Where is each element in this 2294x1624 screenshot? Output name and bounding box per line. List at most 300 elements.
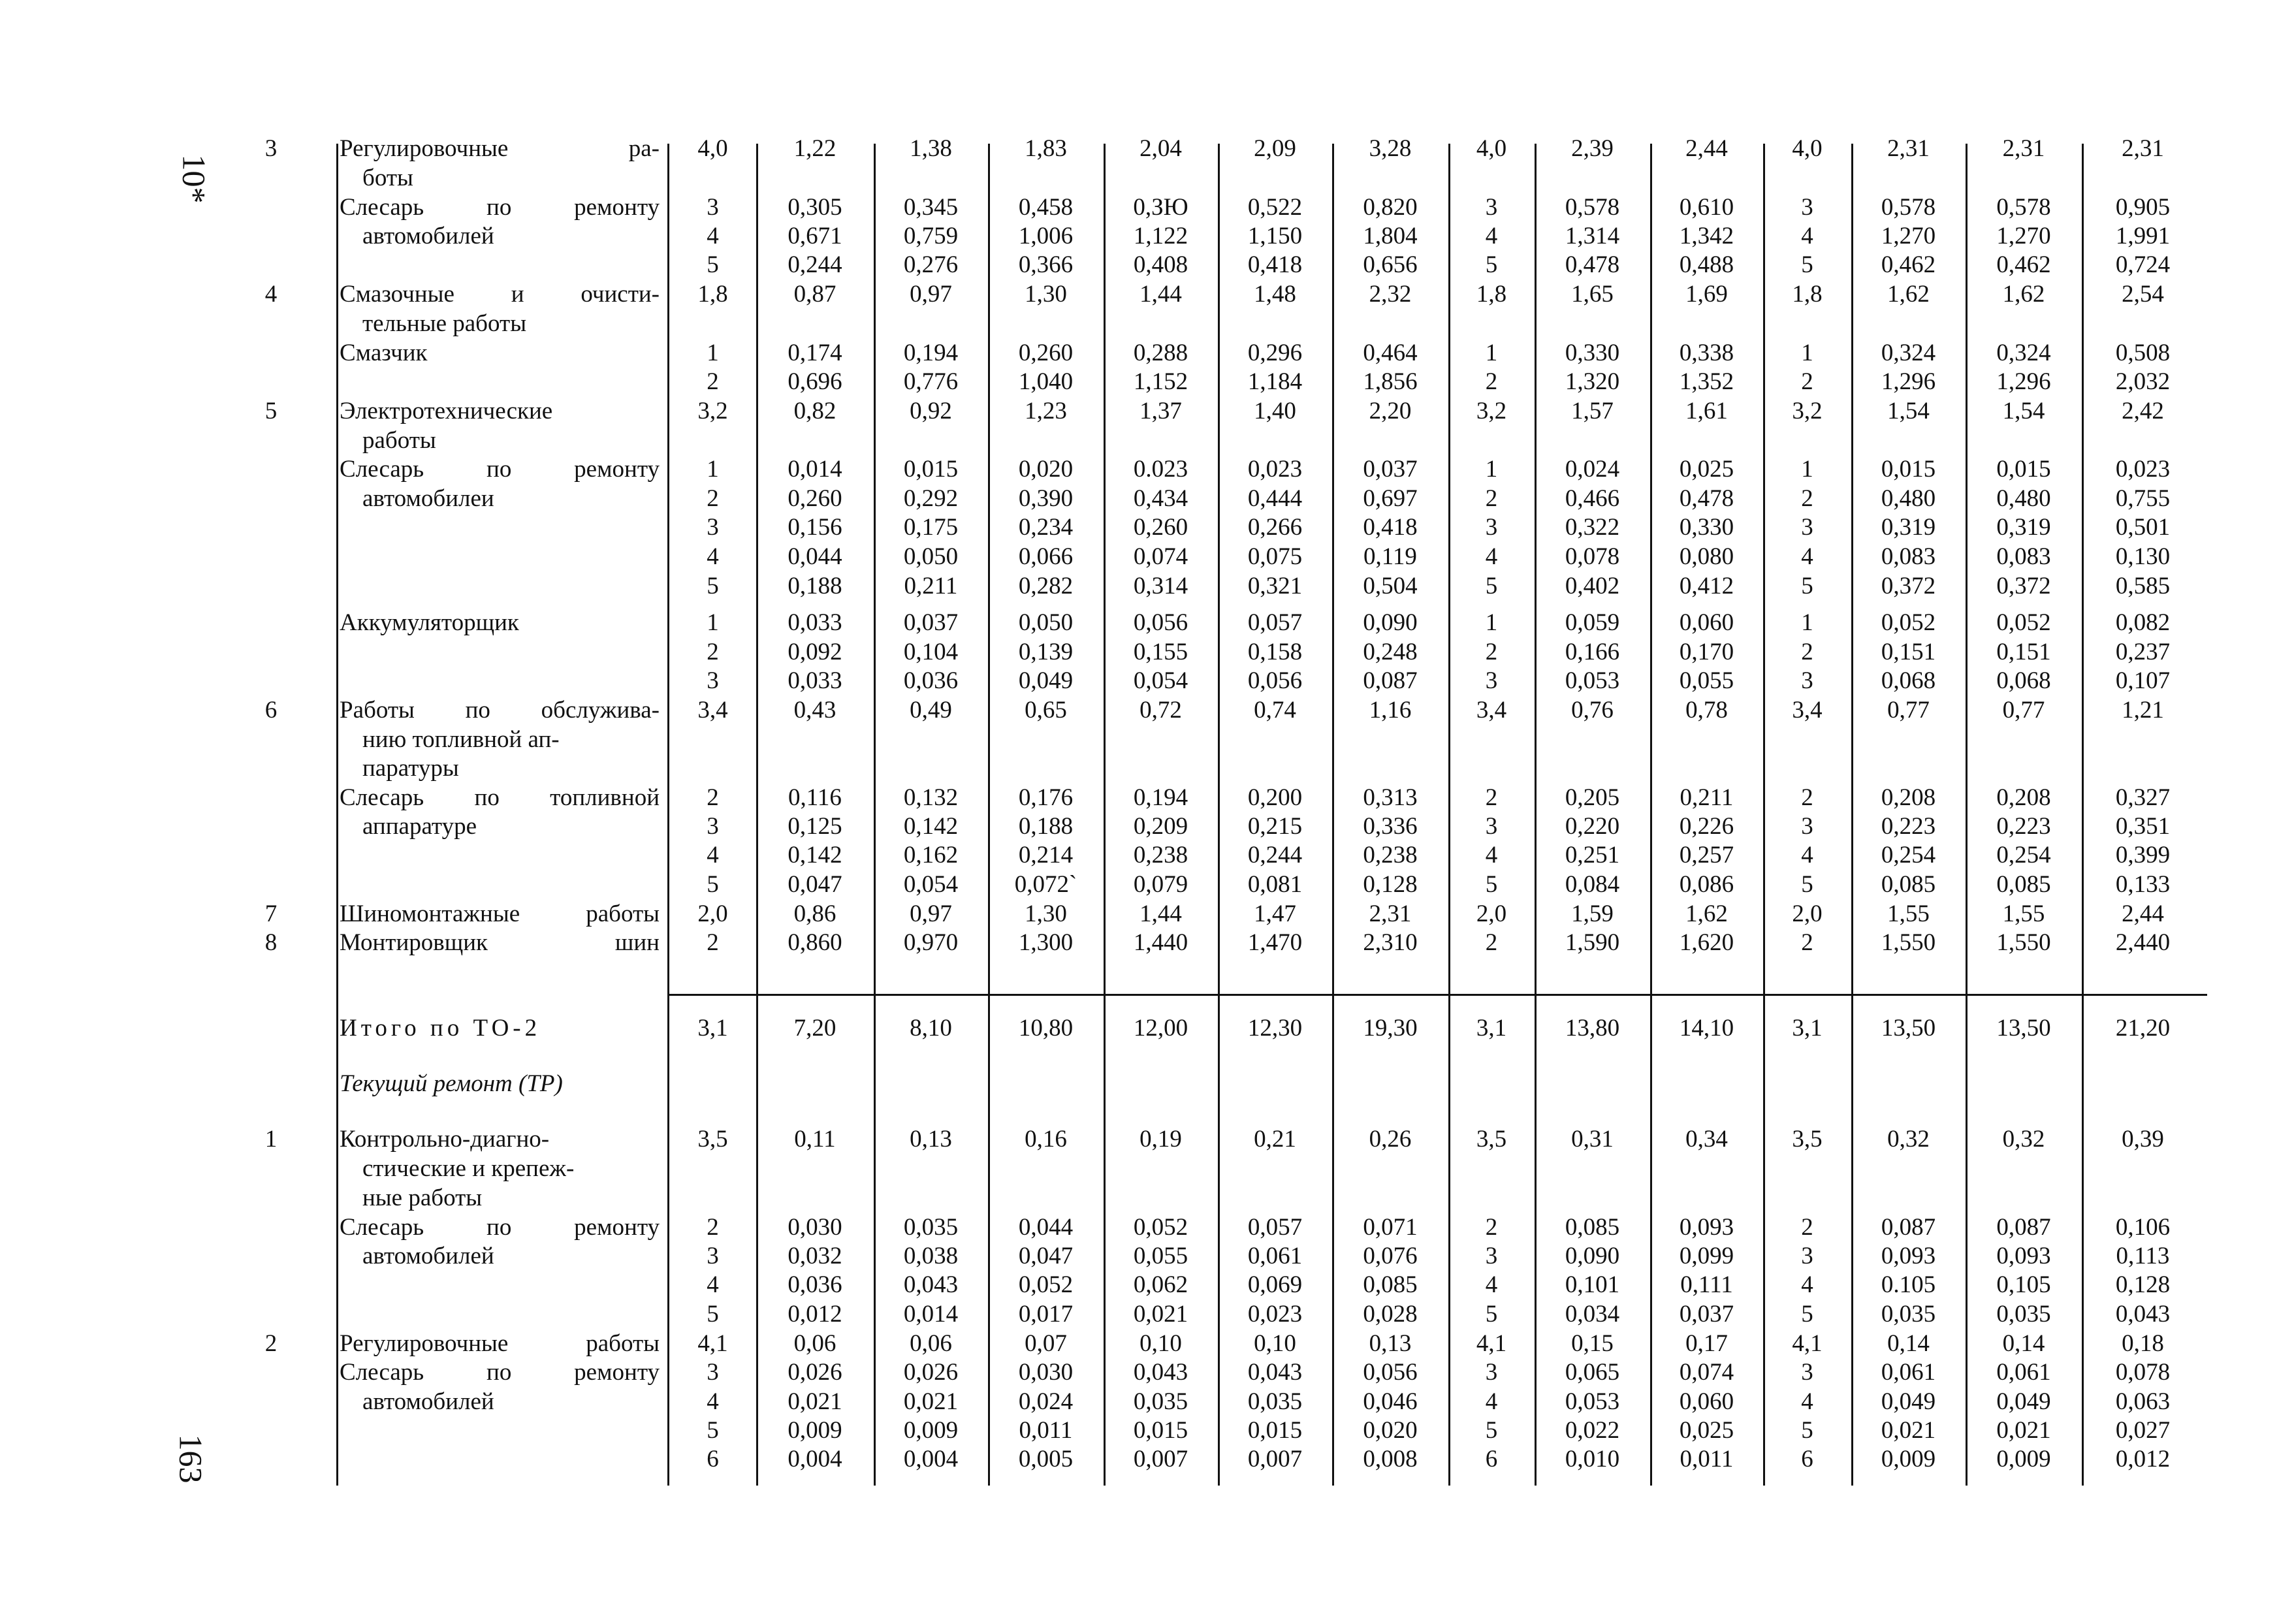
table-cell: 2 — [1485, 929, 1498, 956]
table-cell: 0,079 — [1133, 871, 1188, 898]
table-cell: 0,34 — [1685, 1126, 1728, 1153]
table-cell: 0,321 — [1247, 573, 1303, 599]
table-cell: 4 — [707, 223, 719, 249]
table-cell: 0,075 — [1247, 543, 1303, 570]
table-cell: 0,105 — [1996, 1271, 2051, 1298]
table-cell: 0,76 — [1571, 697, 1614, 724]
table-cell: 0,696 — [788, 368, 842, 395]
table-cell: 0,049 — [1881, 1388, 1936, 1415]
table-cell: 0,205 — [1565, 784, 1620, 811]
table-cell: 1,54 — [1887, 398, 1930, 424]
table-cell: 2 — [1485, 1214, 1498, 1241]
table-cell: 0,133 — [2115, 871, 2171, 898]
table-cell: 2 — [707, 784, 719, 811]
table-cell: 2 — [707, 1214, 719, 1241]
table-cell: 0,188 — [788, 573, 842, 599]
table-cell: 0,056 — [1247, 667, 1303, 694]
table-cell: 0,062 — [1133, 1271, 1188, 1298]
table-cell: 0,054 — [903, 871, 959, 898]
table-cell: 1,8 — [1792, 281, 1823, 308]
table-cell: 0,074 — [1679, 1359, 1734, 1386]
table-cell: 0,014 — [788, 456, 842, 483]
table-cell: 1 — [1801, 340, 1813, 366]
table-cell: 1,006 — [1018, 223, 1074, 249]
table-cell: 0,059 — [1565, 609, 1620, 636]
table-cell: 5 — [1801, 1301, 1813, 1328]
table-cell: 0,052 — [1133, 1214, 1188, 1241]
table-cell: 12,30 — [1247, 1015, 1303, 1042]
table-cell: 3 — [1801, 194, 1813, 221]
table-cell: 0,056 — [1363, 1359, 1418, 1386]
table-cell: 1,620 — [1679, 929, 1734, 956]
table-cell: 0,522 — [1247, 194, 1303, 221]
table-cell: 3,2 — [697, 398, 728, 424]
table-cell: 0,759 — [903, 223, 959, 249]
table-cell: 2,39 — [1571, 135, 1614, 162]
table-cell: 0,037 — [903, 609, 959, 636]
table-cell: 0,288 — [1133, 340, 1188, 366]
table-cell: 0,093 — [1881, 1243, 1936, 1269]
rule-column — [1535, 144, 1537, 1486]
table-cell: 4,0 — [697, 135, 728, 162]
table-cell: 5 — [707, 1301, 719, 1328]
table-cell: 0,330 — [1565, 340, 1620, 366]
table-cell: 0,65 — [1025, 697, 1067, 724]
table-cell: 3 — [1801, 1243, 1813, 1269]
rule-name-col — [667, 144, 669, 1486]
table-cell: 2,310 — [1363, 929, 1418, 956]
table-cell: 0,462 — [1881, 251, 1936, 278]
table-cell: 12,00 — [1133, 1015, 1188, 1042]
table-cell: 0,478 — [1565, 251, 1620, 278]
table-cell: 0,324 — [1996, 340, 2051, 366]
table-cell: 0,116 — [788, 784, 842, 811]
table-cell: 0,257 — [1679, 842, 1734, 868]
table-cell: 0,004 — [788, 1446, 842, 1473]
table-cell: 0,028 — [1363, 1301, 1418, 1328]
table-cell: 0,050 — [1018, 609, 1074, 636]
table-cell: 3,2 — [1476, 398, 1507, 424]
table-cell: 1,296 — [1881, 368, 1936, 395]
table-cell: 1,61 — [1685, 398, 1728, 424]
table-cell: 0,026 — [788, 1359, 842, 1386]
table-cell: 0,226 — [1679, 813, 1734, 840]
table-cell: 0,266 — [1247, 514, 1303, 541]
table-cell: 0,488 — [1679, 251, 1734, 278]
table-cell: 2,032 — [2115, 368, 2171, 395]
table-cell: 0,260 — [788, 485, 842, 512]
table-cell: 0,43 — [793, 697, 836, 724]
table-cell: 4,0 — [1476, 135, 1507, 162]
row-label: стические и крепеж- — [362, 1155, 575, 1182]
table-cell: 5 — [1485, 1301, 1498, 1328]
table-cell: 0.105 — [1881, 1271, 1936, 1298]
table-cell: 3 — [707, 514, 719, 541]
table-cell: 0,076 — [1363, 1243, 1418, 1269]
table-cell: 0,106 — [2115, 1214, 2171, 1241]
table-cell: 1,48 — [1254, 281, 1296, 308]
rule-left — [336, 144, 338, 1486]
table-cell: 0,021 — [1996, 1417, 2051, 1444]
table-cell: 0,478 — [1679, 485, 1734, 512]
table-cell: 5 — [707, 251, 719, 278]
table-cell: 0,011 — [1019, 1417, 1073, 1444]
table-cell: 0,238 — [1133, 842, 1188, 868]
rule-column — [756, 144, 758, 1486]
table-cell: 0,044 — [1018, 1214, 1074, 1241]
table-cell: 1 — [1801, 609, 1813, 636]
table-cell: 3 — [1485, 813, 1498, 840]
table-cell: 3,4 — [1476, 697, 1507, 724]
table-cell: 0,083 — [1996, 543, 2051, 570]
table-cell: 0,052 — [1996, 609, 2051, 636]
table-cell: 0,033 — [788, 667, 842, 694]
table-cell: 1,21 — [2122, 697, 2164, 724]
table-cell: 0,093 — [1679, 1214, 1734, 1241]
table-cell: 2,44 — [1685, 135, 1728, 162]
rule-column — [1966, 144, 1967, 1486]
table-cell: 0,208 — [1881, 784, 1936, 811]
rule-column — [1650, 144, 1652, 1486]
table-cell: 1,352 — [1679, 368, 1734, 395]
table-cell: 0,194 — [1133, 784, 1188, 811]
table-cell: 0,012 — [2115, 1446, 2171, 1473]
table-cell: 2,42 — [2122, 398, 2164, 424]
table-cell: 0,014 — [903, 1301, 959, 1328]
table-cell: 0,49 — [910, 697, 952, 724]
table-cell: 0,052 — [1881, 609, 1936, 636]
table-cell: 1,22 — [793, 135, 836, 162]
table-cell: 4 — [1801, 543, 1813, 570]
table-cell: 0,047 — [788, 871, 842, 898]
table-cell: 0,480 — [1881, 485, 1936, 512]
table-cell: 0,085 — [1996, 871, 2051, 898]
table-cell: 0,208 — [1996, 784, 2051, 811]
row-label: Слесарь по ремонту — [340, 194, 660, 221]
table-cell: 0,97 — [910, 900, 952, 927]
table-cell: 2,04 — [1139, 135, 1182, 162]
table-cell: 3 — [1485, 667, 1498, 694]
table-cell: 0,905 — [2115, 194, 2171, 221]
table-cell: 0,050 — [903, 543, 959, 570]
table-cell: 0,132 — [903, 784, 959, 811]
table-cell: 0,033 — [788, 609, 842, 636]
table-cell: 0,119 — [1363, 543, 1417, 570]
table-cell: 0,035 — [1881, 1301, 1936, 1328]
table-cell: 4 — [1801, 1388, 1813, 1415]
table-cell: 0,671 — [788, 223, 842, 249]
row-label: автомобилеи — [362, 485, 494, 512]
table-cell: 0,244 — [788, 251, 842, 278]
table-cell: 0,324 — [1881, 340, 1936, 366]
table-cell: 0,027 — [2115, 1417, 2171, 1444]
table-cell: 0,071 — [1363, 1214, 1418, 1241]
table-cell: 0,697 — [1363, 485, 1418, 512]
table-cell: 0,035 — [1996, 1301, 2051, 1328]
table-cell: 1,57 — [1571, 398, 1614, 424]
table-cell: 0,434 — [1133, 485, 1188, 512]
table-cell: 0,156 — [788, 514, 842, 541]
table-cell: 0,508 — [2115, 340, 2171, 366]
table-cell: 0,009 — [1881, 1446, 1936, 1473]
table-cell: 0,015 — [903, 456, 959, 483]
table-cell: 0,043 — [2115, 1301, 2171, 1328]
table-cell: 6 — [1485, 1446, 1498, 1473]
table-cell: 0,15 — [1571, 1330, 1614, 1357]
table-cell: 0,610 — [1679, 194, 1734, 221]
table-cell: 0,046 — [1363, 1388, 1418, 1415]
table-cell: 0,087 — [1363, 667, 1418, 694]
table-cell: 0,066 — [1018, 543, 1074, 570]
table-cell: 0,036 — [788, 1271, 842, 1298]
table-cell: 0,025 — [1679, 1417, 1734, 1444]
table-cell: 0,128 — [2115, 1271, 2171, 1298]
table-cell: 0,776 — [903, 368, 959, 395]
table-cell: 0,104 — [903, 639, 959, 665]
table-cell: 5 — [1485, 1417, 1498, 1444]
table-cell: 1,314 — [1565, 223, 1620, 249]
table-cell: 1,44 — [1139, 900, 1182, 927]
table-cell: 8,10 — [910, 1015, 952, 1042]
table-cell: 1,991 — [2115, 223, 2171, 249]
table-cell: 0,099 — [1679, 1243, 1734, 1269]
section-subheading: Текущий ремонт (ТР) — [340, 1070, 563, 1097]
table-cell: 0,19 — [1139, 1126, 1182, 1153]
table-cell: 0,080 — [1679, 543, 1734, 570]
table-cell: 0,068 — [1881, 667, 1936, 694]
table-cell: 0,504 — [1363, 573, 1418, 599]
table-cell: 1,23 — [1025, 398, 1067, 424]
table-cell: 0,238 — [1363, 842, 1418, 868]
row-label: нию топливной ап- — [362, 726, 560, 753]
table-cell: 0,158 — [1247, 639, 1303, 665]
table-cell: 5 — [707, 871, 719, 898]
table-cell: 0,86 — [793, 900, 836, 927]
table-cell: 3 — [1485, 1243, 1498, 1269]
table-cell: 0,044 — [788, 543, 842, 570]
table-cell: 0,034 — [1565, 1301, 1620, 1328]
table-cell: 4 — [1801, 842, 1813, 868]
row-number: 8 — [264, 929, 278, 956]
table-cell: 0,015 — [1881, 456, 1936, 483]
table-cell: 0,11 — [794, 1126, 836, 1153]
table-cell: 3 — [707, 194, 719, 221]
table-cell: 0,083 — [1881, 543, 1936, 570]
table-cell: 2,31 — [1887, 135, 1930, 162]
table-cell: 0,501 — [2115, 514, 2171, 541]
table-cell: 0,260 — [1133, 514, 1188, 541]
table-cell: 0,049 — [1996, 1388, 2051, 1415]
table-cell: 3,28 — [1369, 135, 1412, 162]
table-cell: 1,65 — [1571, 281, 1614, 308]
table-cell: 0,74 — [1254, 697, 1296, 724]
table-cell: 0,015 — [1247, 1417, 1303, 1444]
table-cell: 0,251 — [1565, 842, 1620, 868]
table-cell: 1,550 — [1881, 929, 1936, 956]
table-cell: 0,151 — [1881, 639, 1936, 665]
table-cell: 0,26 — [1369, 1126, 1412, 1153]
table-cell: 14,10 — [1679, 1015, 1734, 1042]
table-cell: 13,50 — [1881, 1015, 1936, 1042]
table-cell: 0,464 — [1363, 340, 1418, 366]
table-cell: 0,330 — [1679, 514, 1734, 541]
page-number: 163 — [172, 1434, 210, 1484]
table-cell: 0,860 — [788, 929, 842, 956]
row-number: 2 — [264, 1330, 278, 1357]
table-cell: 0,061 — [1996, 1359, 2051, 1386]
table-cell: 3 — [1801, 813, 1813, 840]
table-cell: 0,200 — [1247, 784, 1303, 811]
table-cell: 1,122 — [1133, 223, 1188, 249]
table-cell: 0,578 — [1565, 194, 1620, 221]
table-cell: 0,020 — [1363, 1417, 1418, 1444]
table-cell: 2,0 — [1476, 900, 1507, 927]
rule-column — [2082, 144, 2084, 1486]
table-cell: 3 — [1485, 194, 1498, 221]
table-cell: 3 — [707, 1243, 719, 1269]
table-cell: 1,470 — [1247, 929, 1303, 956]
table-cell: 0,030 — [1018, 1359, 1074, 1386]
table-cell: 3,5 — [1476, 1126, 1507, 1153]
table-cell: 1,30 — [1025, 900, 1067, 927]
table-cell: 0,043 — [903, 1271, 959, 1298]
table-cell: 0,466 — [1565, 485, 1620, 512]
table-cell: 0,78 — [1685, 697, 1728, 724]
table-cell: 21,20 — [2115, 1015, 2171, 1042]
row-label: Регулировочные работы — [340, 1330, 660, 1357]
row-label: Аккумуляторщик — [340, 609, 519, 636]
table-cell: 1,8 — [1476, 281, 1507, 308]
table-cell: 0,060 — [1679, 609, 1734, 636]
table-cell: 0,015 — [1133, 1417, 1188, 1444]
table-cell: 4 — [1801, 1271, 1813, 1298]
table-cell: 5 — [707, 1417, 719, 1444]
table-cell: 1,184 — [1247, 368, 1303, 395]
table-cell: 0,030 — [788, 1214, 842, 1241]
table-cell: 4 — [707, 842, 719, 868]
table-cell: 3 — [1801, 1359, 1813, 1386]
table-cell: 4,1 — [1792, 1330, 1823, 1357]
table-cell: 0,336 — [1363, 813, 1418, 840]
table-cell: 0,072` — [1014, 871, 1077, 898]
table-cell: 4 — [1801, 223, 1813, 249]
table-cell: 0,024 — [1018, 1388, 1074, 1415]
table-cell: 4 — [1485, 1388, 1498, 1415]
table-cell: 0,128 — [1363, 871, 1418, 898]
table-cell: 0,254 — [1881, 842, 1936, 868]
table-cell: 0,053 — [1565, 1388, 1620, 1415]
table-cell: 1,296 — [1996, 368, 2051, 395]
table-cell: 0,082 — [2115, 609, 2171, 636]
rule-column — [1332, 144, 1334, 1486]
table-cell: 0,412 — [1679, 573, 1734, 599]
table-cell: 3 — [707, 667, 719, 694]
table-cell: 0,023 — [1247, 1301, 1303, 1328]
table-cell: 1,37 — [1139, 398, 1182, 424]
table-cell: 0,060 — [1679, 1388, 1734, 1415]
table-cell: 0,32 — [1887, 1126, 1930, 1153]
table-cell: 0,223 — [1996, 813, 2051, 840]
table-cell: 0,012 — [788, 1301, 842, 1328]
table-cell: 0,174 — [788, 340, 842, 366]
table-cell: 2 — [707, 639, 719, 665]
table-cell: 0,408 — [1133, 251, 1188, 278]
table-cell: 1,62 — [1685, 900, 1728, 927]
table-cell: 0,038 — [903, 1243, 959, 1269]
table-cell: 1,62 — [1887, 281, 1930, 308]
table-cell: 0,170 — [1679, 639, 1734, 665]
table-cell: 0,026 — [903, 1359, 959, 1386]
table-cell: 0,372 — [1996, 573, 2051, 599]
table-cell: 0,13 — [910, 1126, 952, 1153]
table-cell: 0,043 — [1133, 1359, 1188, 1386]
table-cell: 0,022 — [1565, 1417, 1620, 1444]
table-cell: 0,061 — [1247, 1243, 1303, 1269]
table-cell: 4 — [1485, 842, 1498, 868]
row-label: автомобилей — [362, 223, 494, 249]
table-cell: 0,007 — [1133, 1446, 1188, 1473]
table-cell: 0,053 — [1565, 667, 1620, 694]
table-cell: 1,8 — [697, 281, 728, 308]
table-cell: 5 — [1485, 573, 1498, 599]
table-cell: 4 — [707, 543, 719, 570]
table-cell: 0,017 — [1018, 1301, 1074, 1328]
table-cell: 1,55 — [1887, 900, 1930, 927]
table-cell: 0,086 — [1679, 871, 1734, 898]
table-cell: 0,052 — [1018, 1271, 1074, 1298]
table-cell: 3 — [1801, 514, 1813, 541]
table-cell: 0,139 — [1018, 639, 1074, 665]
table-cell: 0,72 — [1139, 697, 1182, 724]
table-cell: 0,093 — [1996, 1243, 2051, 1269]
table-cell: 0,ЗЮ — [1133, 194, 1188, 221]
table-cell: 0,418 — [1247, 251, 1303, 278]
table-cell: 1,54 — [2002, 398, 2045, 424]
table-cell: 0,17 — [1685, 1330, 1728, 1357]
table-cell: 2 — [1801, 485, 1813, 512]
table-cell: 4,0 — [1792, 135, 1823, 162]
table-cell: 0,074 — [1133, 543, 1188, 570]
table-cell: 2,31 — [2122, 135, 2164, 162]
table-cell: 10,80 — [1018, 1015, 1074, 1042]
table-cell: 1,16 — [1369, 697, 1412, 724]
table-cell: 1,59 — [1571, 900, 1614, 927]
table-cell: 3 — [1485, 514, 1498, 541]
table-cell: 0,021 — [1133, 1301, 1188, 1328]
table-cell: 2 — [707, 929, 719, 956]
table-cell: 5 — [1801, 1417, 1813, 1444]
table-cell: 0,090 — [1565, 1243, 1620, 1269]
table-cell: 2,440 — [2115, 929, 2171, 956]
table-cell: 0,078 — [2115, 1359, 2171, 1386]
table-cell: 0,480 — [1996, 485, 2051, 512]
table-cell: 0,155 — [1133, 639, 1188, 665]
table-cell: 0,175 — [903, 514, 959, 541]
table-cell: 0,211 — [904, 573, 958, 599]
table-cell: 0,305 — [788, 194, 842, 221]
table-cell: 0,085 — [1565, 1214, 1620, 1241]
table-cell: 19,30 — [1363, 1015, 1418, 1042]
table-cell: 1 — [1485, 456, 1498, 483]
row-number: 6 — [264, 697, 278, 724]
table-cell: 0,056 — [1133, 609, 1188, 636]
table-cell: 0,023 — [1247, 456, 1303, 483]
table-cell: 1,550 — [1996, 929, 2051, 956]
table-cell: 2,31 — [1369, 900, 1412, 927]
row-number: 1 — [264, 1126, 278, 1153]
table-cell: 0,125 — [788, 813, 842, 840]
table-cell: 0,462 — [1996, 251, 2051, 278]
